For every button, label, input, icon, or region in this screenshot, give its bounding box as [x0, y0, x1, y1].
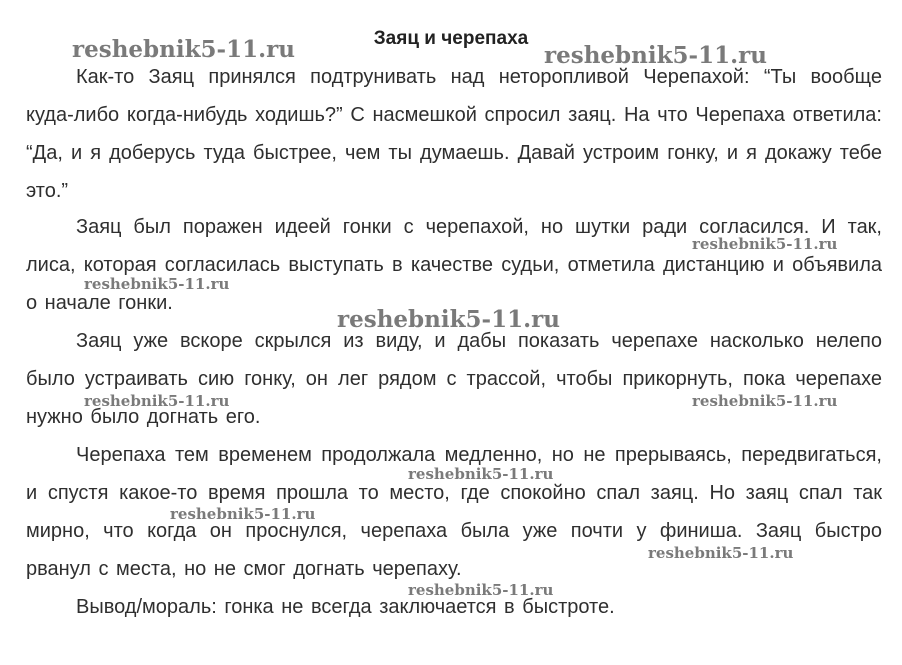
- watermark: reshebnik5-11.ru: [544, 42, 767, 69]
- paragraph-3: Заяц уже вскоре скрылся из виду, и дабы показать черепахе насколько нелепо было устраивать сию гонку, он лег рядом с трассой, чтобы прикорнуть, пока черепахе нужно было догнать его.: [26, 330, 882, 428]
- paragraph-5-conclusion: Вывод/мораль: гонка не всегда заключается в быстроте.: [76, 596, 615, 618]
- watermark: reshebnik5-11.ru: [408, 465, 554, 483]
- watermark: reshebnik5-11.ru: [170, 505, 316, 523]
- paragraph-4: Черепаха тем временем продолжала медленно, но не прерываясь, передвигаться, и спустя какое-то время прошла то место, где спокойно спал заяц. Но заяц спал так мирно, что когда он проснулся, черепаха была уже почти у финиша. Заяц быстро рванул с места, но не смог догнать черепаху.: [26, 444, 882, 580]
- paragraph-1: Как-то Заяц принялся подтрунивать над неторопливой Черепахой: “Ты вообще куда-либо когда-нибудь ходишь?” С насмешкой спросил заяц. На что Черепаха ответила: “Да, и я доберусь туда быстрее, чем ты думаешь. Давай устроим гонку, и я докажу тебе это.”: [26, 66, 882, 202]
- watermark: reshebnik5-11.ru: [72, 36, 295, 63]
- watermark: reshebnik5-11.ru: [408, 581, 554, 599]
- paragraph-2: Заяц был поражен идеей гонки с черепахой, но шутки ради согласился. И так, лиса, которая согласилась выступать в качестве судьи, отметила дистанцию и объявила о начале гонки.: [26, 216, 882, 314]
- watermark: reshebnik5-11.ru: [337, 306, 560, 333]
- watermark: reshebnik5-11.ru: [648, 544, 794, 562]
- document-title: Заяц и черепаха: [373, 28, 529, 49]
- watermark: reshebnik5-11.ru: [84, 275, 230, 293]
- watermark: reshebnik5-11.ru: [84, 392, 230, 410]
- watermark: reshebnik5-11.ru: [692, 235, 838, 253]
- watermark: reshebnik5-11.ru: [692, 392, 838, 410]
